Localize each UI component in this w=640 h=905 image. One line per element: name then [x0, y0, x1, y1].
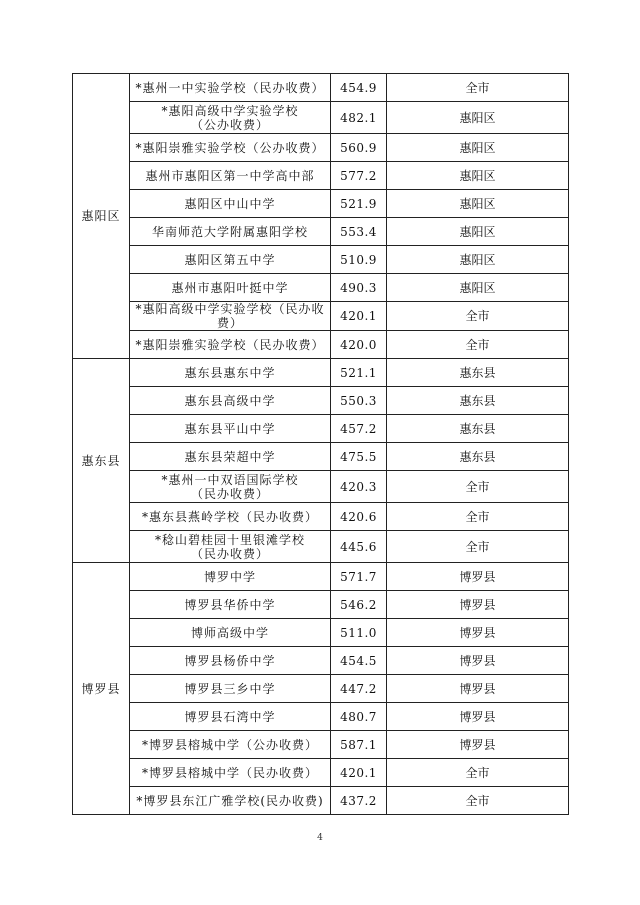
enrollment-range-cell: 惠阳区 [387, 162, 569, 190]
school-name-cell: *惠州一中双语国际学校 （民办收费） [130, 471, 331, 503]
school-name-cell: 博罗县杨侨中学 [130, 647, 331, 675]
enrollment-range-cell: 博罗县 [387, 591, 569, 619]
school-name-cell: 华南师范大学附属惠阳学校 [130, 218, 331, 246]
score-cell: 587.1 [331, 731, 387, 759]
enrollment-range-cell: 惠阳区 [387, 190, 569, 218]
table-row [73, 731, 569, 759]
score-cell: 553.4 [331, 218, 387, 246]
school-name-cell: 惠阳区第五中学 [130, 246, 331, 274]
table-row [73, 359, 569, 387]
score-cell: 510.9 [331, 246, 387, 274]
region-cell: 惠阳区 [73, 74, 130, 359]
enrollment-range-cell: 全市 [387, 759, 569, 787]
table-row [73, 387, 569, 415]
table-row [73, 246, 569, 274]
table-row [73, 503, 569, 531]
score-cell: 521.9 [331, 190, 387, 218]
school-name-cell: *惠东县燕岭学校（民办收费） [130, 503, 331, 531]
table-row [73, 274, 569, 302]
score-cell: 571.7 [331, 563, 387, 591]
score-cell: 550.3 [331, 387, 387, 415]
score-cell: 420.1 [331, 759, 387, 787]
enrollment-range-cell: 博罗县 [387, 675, 569, 703]
enrollment-range-cell: 全市 [387, 331, 569, 359]
enrollment-range-cell: 博罗县 [387, 703, 569, 731]
enrollment-range-cell: 全市 [387, 471, 569, 503]
school-name-cell: 惠东县高级中学 [130, 387, 331, 415]
table-row [73, 218, 569, 246]
score-cell: 521.1 [331, 359, 387, 387]
score-cell: 454.9 [331, 74, 387, 102]
page-number: 4 [317, 833, 323, 843]
table-row [73, 331, 569, 359]
score-cell: 560.9 [331, 134, 387, 162]
school-name-cell: 惠州市惠阳区第一中学高中部 [130, 162, 331, 190]
score-cell: 445.6 [331, 531, 387, 563]
score-cell: 437.2 [331, 787, 387, 815]
score-cell: 420.6 [331, 503, 387, 531]
school-name-cell: *稔山碧桂园十里银滩学校 （民办收费） [130, 531, 331, 563]
school-name-cell: *惠州一中实验学校（民办收费） [130, 74, 331, 102]
enrollment-range-cell: 博罗县 [387, 647, 569, 675]
score-cell: 447.2 [331, 675, 387, 703]
enrollment-range-cell: 全市 [387, 302, 569, 331]
table-row [73, 190, 569, 218]
table-row [73, 162, 569, 190]
school-name-cell: *惠阳高级中学实验学校 （公办收费） [130, 102, 331, 134]
school-name-cell: 惠东县荣超中学 [130, 443, 331, 471]
school-name-cell: 惠阳区中山中学 [130, 190, 331, 218]
enrollment-range-cell: 惠东县 [387, 415, 569, 443]
table-row [73, 563, 569, 591]
table-row [73, 102, 569, 134]
school-name-cell: 惠州市惠阳叶挺中学 [130, 274, 331, 302]
school-name-cell: *惠阳崇雅实验学校（民办收费） [130, 331, 331, 359]
enrollment-range-cell: 博罗县 [387, 563, 569, 591]
enrollment-range-cell: 博罗县 [387, 731, 569, 759]
region-cell: 博罗县 [73, 563, 130, 815]
score-cell: 420.1 [331, 302, 387, 331]
score-cell: 454.5 [331, 647, 387, 675]
table-row [73, 787, 569, 815]
table-row [73, 302, 569, 331]
score-cell: 490.3 [331, 274, 387, 302]
score-cell: 546.2 [331, 591, 387, 619]
enrollment-range-cell: 全市 [387, 531, 569, 563]
school-name-cell: *惠阳高级中学实验学校（民办收费） [130, 302, 331, 331]
school-name-cell: *博罗县榕城中学（民办收费） [130, 759, 331, 787]
school-name-cell: 惠东县平山中学 [130, 415, 331, 443]
table-row [73, 531, 569, 563]
enrollment-range-cell: 全市 [387, 787, 569, 815]
enrollment-range-cell: 惠东县 [387, 387, 569, 415]
score-cell: 480.7 [331, 703, 387, 731]
school-name-cell: 博罗县三乡中学 [130, 675, 331, 703]
enrollment-range-cell: 博罗县 [387, 619, 569, 647]
school-name-cell: *博罗县东江广雅学校(民办收费) [130, 787, 331, 815]
region-cell: 惠东县 [73, 359, 130, 563]
table-row [73, 134, 569, 162]
enrollment-range-cell: 惠阳区 [387, 218, 569, 246]
table-row [73, 647, 569, 675]
table-row [73, 471, 569, 503]
enrollment-range-cell: 惠东县 [387, 443, 569, 471]
school-name-cell: *博罗县榕城中学（公办收费） [130, 731, 331, 759]
table-row [73, 759, 569, 787]
score-cell: 420.3 [331, 471, 387, 503]
enrollment-range-cell: 全市 [387, 503, 569, 531]
table-row [73, 619, 569, 647]
school-name-cell: 博罗县华侨中学 [130, 591, 331, 619]
enrollment-range-cell: 惠阳区 [387, 102, 569, 134]
school-name-cell: 惠东县惠东中学 [130, 359, 331, 387]
enrollment-range-cell: 惠东县 [387, 359, 569, 387]
table-row [73, 74, 569, 102]
enrollment-range-cell: 惠阳区 [387, 274, 569, 302]
score-cell: 482.1 [331, 102, 387, 134]
school-name-cell: *惠阳崇雅实验学校（公办收费） [130, 134, 331, 162]
table-body [73, 74, 569, 815]
score-cell: 457.2 [331, 415, 387, 443]
school-name-cell: 博师高级中学 [130, 619, 331, 647]
table-row [73, 415, 569, 443]
score-cell: 475.5 [331, 443, 387, 471]
score-cell: 577.2 [331, 162, 387, 190]
enrollment-range-cell: 全市 [387, 74, 569, 102]
score-cell: 420.0 [331, 331, 387, 359]
enrollment-range-cell: 惠阳区 [387, 246, 569, 274]
table-row [73, 443, 569, 471]
admission-score-table [72, 73, 569, 815]
table-row [73, 591, 569, 619]
table-row [73, 703, 569, 731]
school-name-cell: 博罗中学 [130, 563, 331, 591]
enrollment-range-cell: 惠阳区 [387, 134, 569, 162]
school-name-cell: 博罗县石湾中学 [130, 703, 331, 731]
table-row [73, 675, 569, 703]
score-cell: 511.0 [331, 619, 387, 647]
